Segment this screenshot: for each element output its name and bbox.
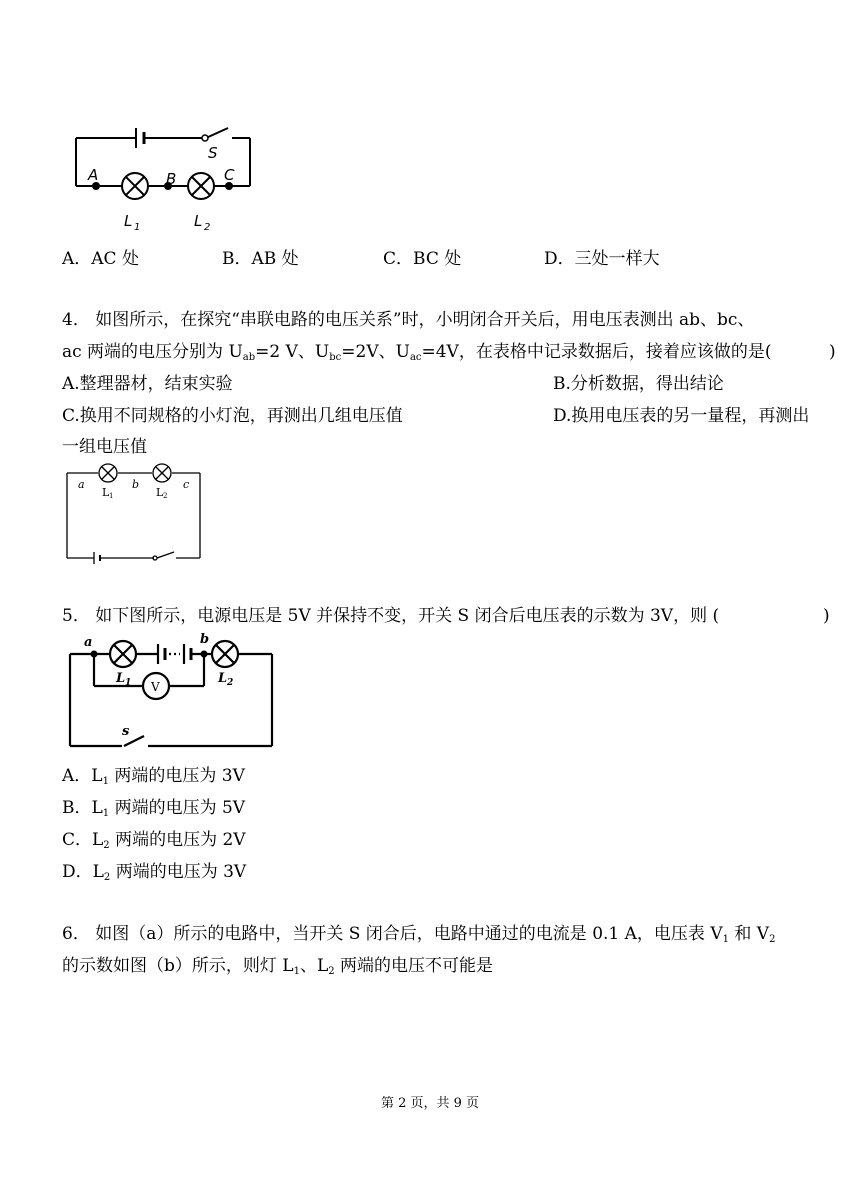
q4-label-l-sub: 2 — [163, 492, 168, 500]
q3-label-s: S — [208, 144, 218, 162]
q4-option-b[interactable]: B.分析数据，得出结论 — [553, 374, 724, 394]
q4-option-a[interactable]: A.整理器材，结束实验 — [62, 374, 233, 394]
q3-label-l: L — [124, 212, 133, 230]
q5-option-b[interactable]: B．$L_1$ 两端的电压为 5V — [62, 798, 246, 819]
q3-label-l-sub: 1 — [134, 222, 141, 233]
q3-option-d[interactable]: D．三处一样大 — [544, 249, 660, 269]
q4-label-l: L — [156, 486, 164, 499]
q4-option-d[interactable]: D.换用电压表的另一量程，再测出 — [553, 406, 810, 426]
q3-label-c: C — [224, 166, 235, 184]
q4-label-l: L — [102, 486, 110, 499]
q4-stem-line1: 4． 如图所示，在探究“串联电路的电压关系”时，小明闭合开关后，用电压表测出 ab、bc、 — [62, 310, 755, 330]
q3-option-a[interactable]: A．AC 处 — [62, 249, 139, 269]
q3-option-b[interactable]: B．AB 处 — [222, 249, 299, 269]
q4-stem-line2: ac 两端的电压分别为 $U_{ab}=2$ V、$U_{bc}=2V$、$U_{ac}=4V$，在表格中记录数据后，接着应该做的是( — [62, 342, 772, 363]
q5-label-l-sub: 1 — [125, 678, 132, 688]
page-footer: 第 2 页，共 9 页 — [380, 1096, 480, 1111]
q3-option-c[interactable]: C．BC 处 — [383, 249, 462, 269]
q3-label-b: B — [166, 170, 177, 188]
q4-circuit-diagram — [62, 460, 207, 566]
q5-label-l: L — [218, 671, 228, 686]
q3-label-l-sub: 2 — [204, 222, 211, 233]
q6-stem-line2: 的示数如图（b）所示，则灯 $L_1$、$L_2$ 两端的电压不可能是 — [62, 956, 494, 977]
q5-answer-paren-close: ) — [823, 606, 830, 626]
q5-label-s: s — [122, 724, 130, 739]
q3-label-a: A — [88, 166, 99, 184]
q5-label-v: V — [151, 680, 160, 694]
q4-label-a: a — [78, 478, 85, 491]
q5-option-d[interactable]: D．$L_2$ 两端的电压为 3V — [62, 862, 247, 883]
q5-option-c[interactable]: C．$L_2$ 两端的电压为 2V — [62, 830, 246, 851]
q4-label-b: b — [132, 478, 140, 491]
q4-label-c: c — [183, 478, 190, 491]
q5-circuit-diagram — [62, 630, 282, 752]
q3-label-l: L — [194, 212, 203, 230]
q5-stem: 5． 如下图所示，电源电压是 5V 并保持不变，开关 S 闭合后电压表的示数为 3V，则 ( — [62, 606, 720, 626]
q3-circuit-diagram — [66, 120, 266, 240]
q5-label-l-sub: 2 — [227, 678, 234, 688]
q4-label-l-sub: 1 — [109, 492, 114, 500]
q5-label-l: L — [116, 671, 126, 686]
q4-option-d-continued: 一组电压值 — [62, 437, 147, 457]
q4-answer-paren-close: ) — [829, 342, 836, 362]
q5-label-a: a — [84, 635, 93, 650]
q5-label-b: b — [200, 632, 210, 647]
q6-stem-line1: 6． 如图（a）所示的电路中，当开关 S 闭合后，电路中通过的电流是 0.1 A，电压表 $V_1$ 和 $V_2$ — [62, 924, 776, 945]
q4-option-c[interactable]: C.换用不同规格的小灯泡，再测出几组电压值 — [62, 406, 403, 426]
q5-option-a[interactable]: A．$L_1$ 两端的电压为 3V — [62, 766, 245, 787]
